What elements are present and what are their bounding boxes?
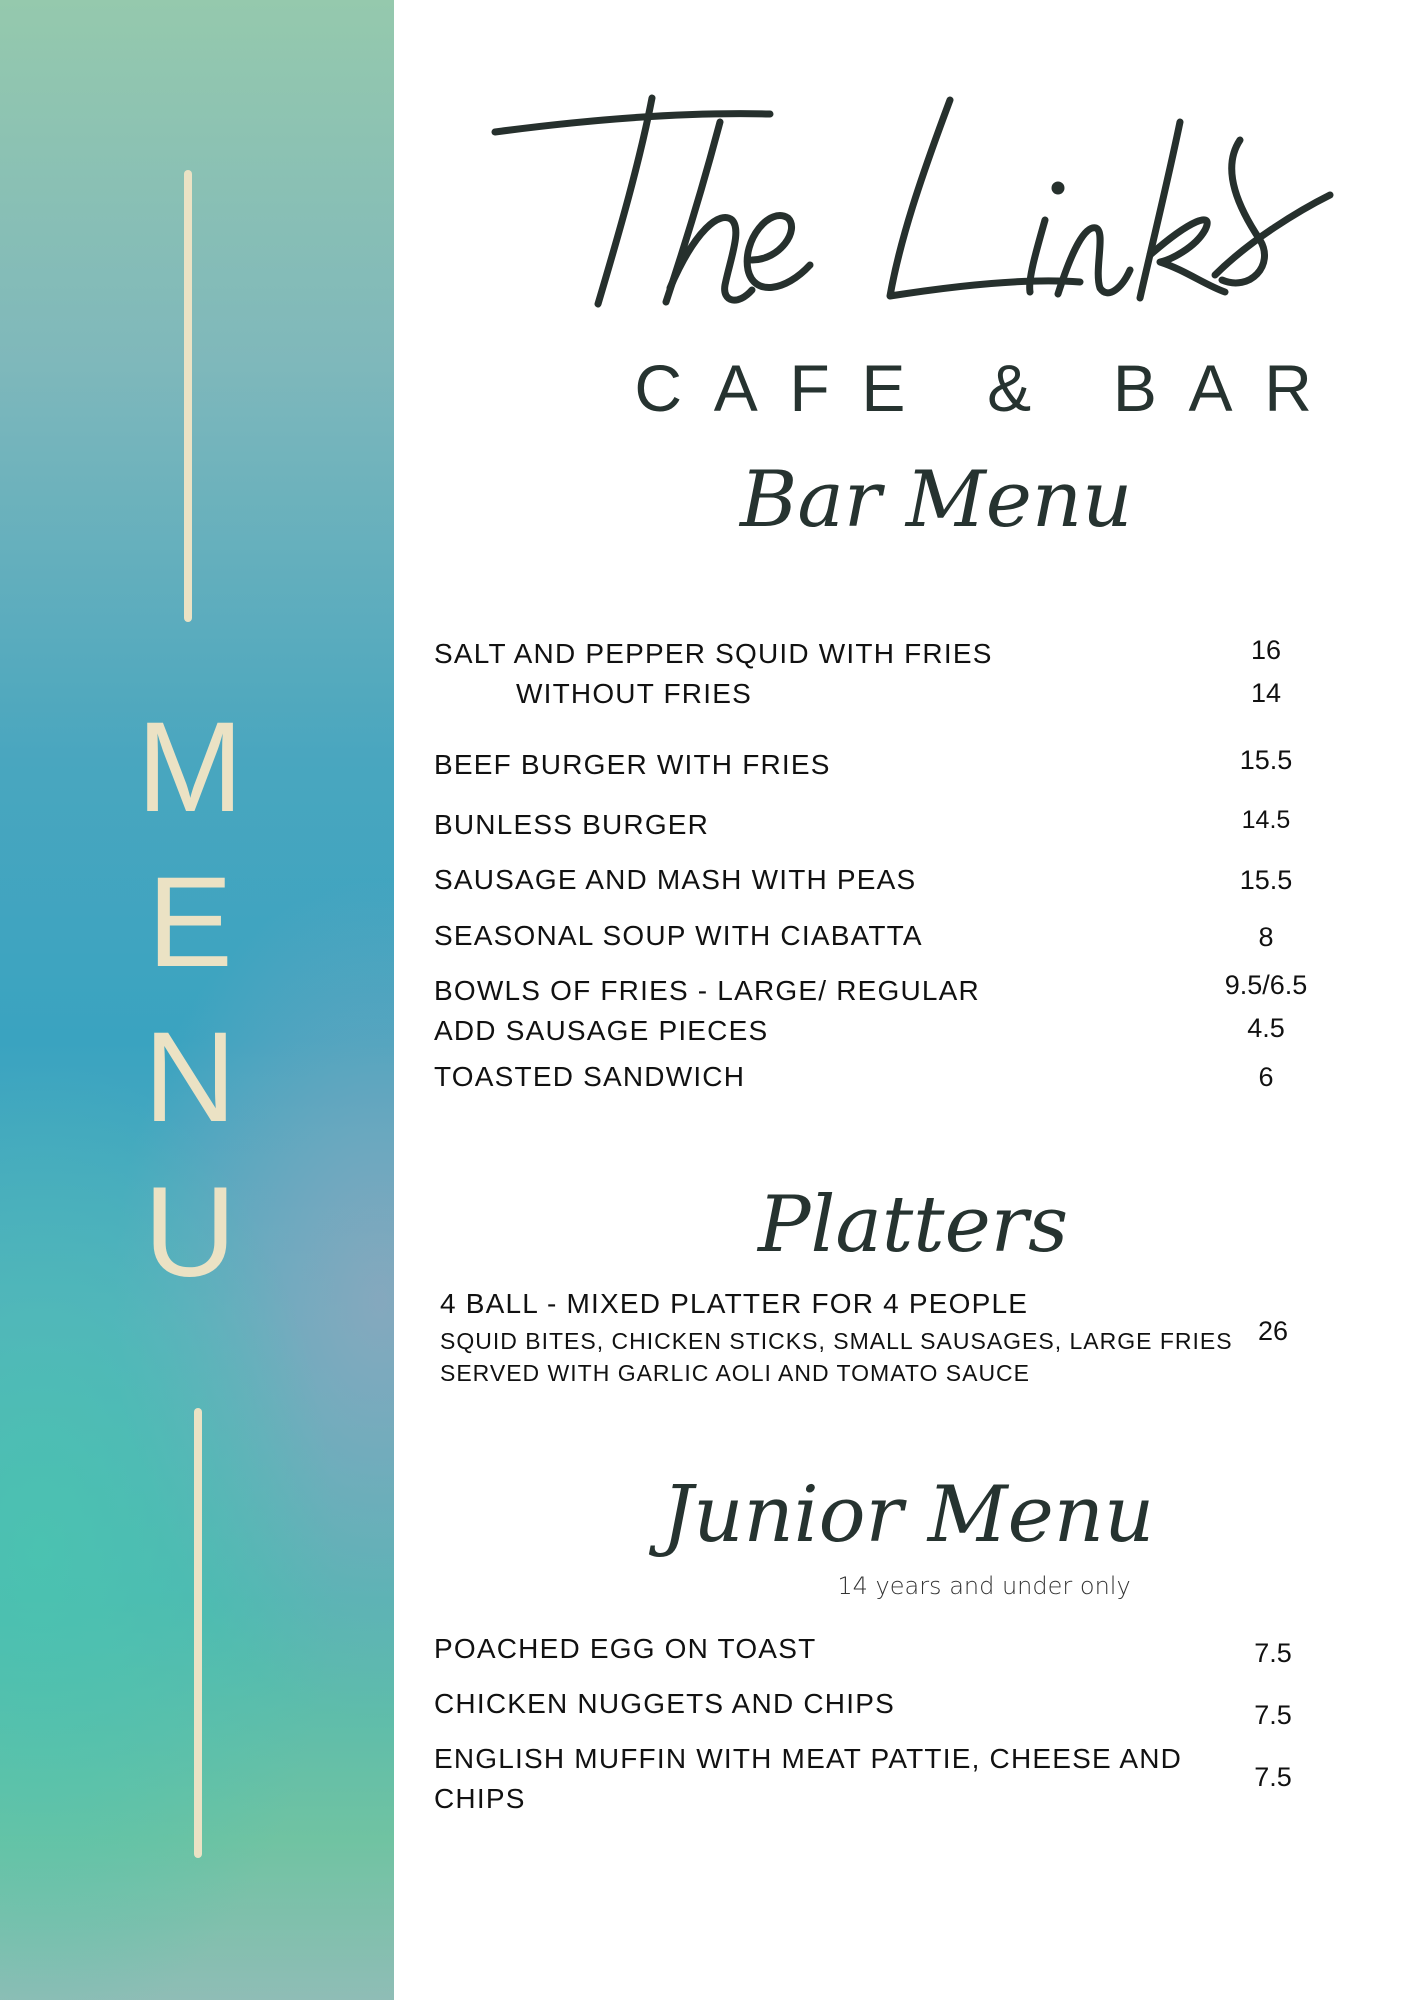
junior-item-name: ENGLISH MUFFIN WITH MEAT PATTIE, CHEESE AND — [434, 1743, 1183, 1774]
sidebar-divider-bottom — [194, 1408, 202, 1858]
junior-item-name: CHICKEN NUGGETS AND CHIPS — [434, 1688, 895, 1719]
platter-name: 4 BALL - MIXED PLATTER FOR 4 PEOPLE — [440, 1288, 1029, 1319]
menu-item-price: 15.5 — [1239, 745, 1293, 775]
menu-item-name: SALT AND PEPPER SQUID WITH FRIES — [434, 638, 993, 669]
junior-item-name-continued: CHIPS — [434, 1783, 526, 1814]
menu-item-name: TOASTED SANDWICH — [434, 1061, 746, 1092]
sidebar-divider-top — [184, 170, 192, 622]
sidebar-menu-word — [100, 690, 280, 1310]
the-links-logo — [480, 70, 1340, 320]
junior-item-name: POACHED EGG ON TOAST — [434, 1633, 817, 1664]
sidebar-letter-n: N — [143, 1006, 237, 1149]
menu-item-price: 14.5 — [1241, 806, 1291, 834]
menu-item-name: WITHOUT FRIES — [516, 678, 752, 709]
sidebar-panel — [0, 0, 394, 2000]
menu-item-price: 8 — [1258, 922, 1274, 952]
sidebar-letter-e: E — [147, 851, 233, 994]
platter-description-line-1: SQUID BITES, CHICKEN STICKS, SMALL SAUSAGES, LARGE FRIES — [440, 1328, 1233, 1354]
menu-item-price: 6 — [1258, 1062, 1274, 1092]
menu-item-price: 14 — [1250, 678, 1282, 708]
junior-menu-heading: Junior Menu — [662, 1470, 1155, 1560]
bar-menu-heading: Bar Menu — [740, 455, 1133, 545]
junior-item-price: 7.5 — [1254, 1762, 1292, 1792]
menu-item-name: SAUSAGE AND MASH WITH PEAS — [434, 864, 917, 895]
menu-item-name: SEASONAL SOUP WITH CIABATTA — [434, 920, 923, 951]
sidebar-letter-m: M — [136, 696, 244, 839]
menu-item-name: BOWLS OF FRIES - LARGE/ REGULAR — [434, 975, 980, 1006]
junior-item-price: 7.5 — [1254, 1700, 1292, 1730]
platters-heading: Platters — [758, 1180, 1069, 1270]
platter-description-line-2: SERVED WITH GARLIC AOLI AND TOMATO SAUCE — [440, 1360, 1031, 1386]
menu-item-price: 15.5 — [1239, 865, 1293, 895]
cafe-bar-subtitle: CAFE & BAR — [634, 351, 1344, 425]
platter-price: 26 — [1257, 1316, 1289, 1346]
menu-item-price: 16 — [1250, 635, 1282, 665]
junior-menu-age-note: 14 years and under only — [837, 1572, 1131, 1600]
menu-item-name: BUNLESS BURGER — [434, 809, 710, 840]
sidebar-letter-u: U — [143, 1161, 237, 1304]
junior-item-price: 7.5 — [1254, 1638, 1292, 1668]
menu-item-name: BEEF BURGER WITH FRIES — [434, 749, 831, 780]
menu-item-name: ADD SAUSAGE PIECES — [434, 1015, 769, 1046]
menu-item-price: 9.5/6.5 — [1224, 970, 1308, 1000]
menu-item-price: 4.5 — [1247, 1013, 1285, 1043]
